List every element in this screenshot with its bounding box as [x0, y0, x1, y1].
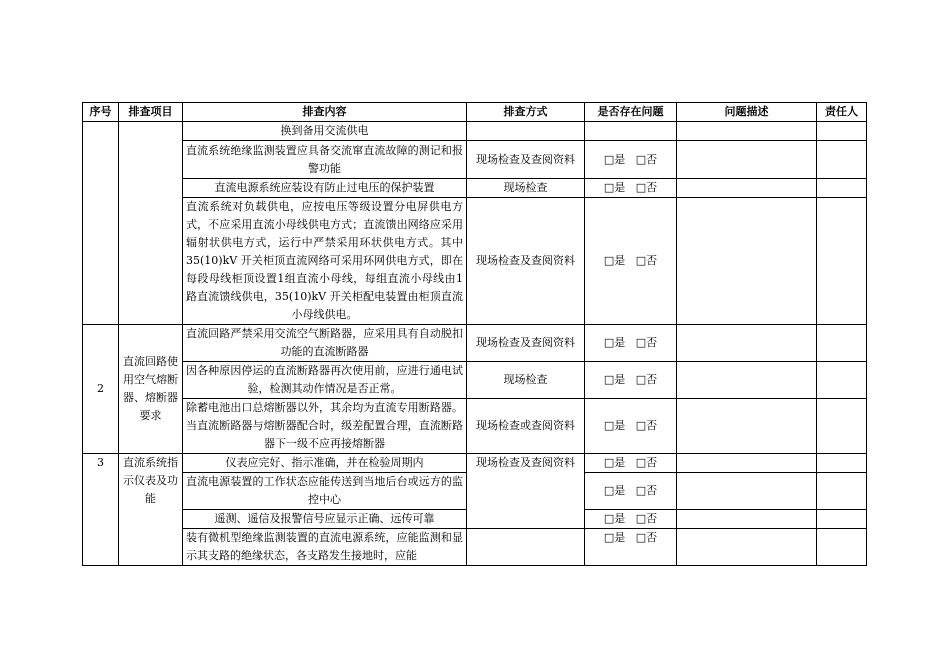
row-description[interactable]: [677, 510, 817, 529]
row-issue: [585, 399, 677, 454]
table-row: [83, 529, 867, 566]
table-row: [83, 141, 867, 179]
yes-checkbox[interactable]: □是: [603, 181, 626, 194]
yes-checkbox[interactable]: □是: [603, 531, 626, 544]
row-content: 装有微机型绝缘监测装置的直流电源系统，应能监测和显示其支路的绝缘状态，各支路发生接地时，应能: [183, 529, 467, 566]
no-checkbox[interactable]: □否: [635, 373, 658, 386]
yes-checkbox[interactable]: □是: [603, 336, 626, 349]
row-description[interactable]: [677, 325, 817, 362]
no-checkbox[interactable]: □否: [635, 152, 658, 166]
row-method: 现场检查: [467, 362, 585, 399]
row-description[interactable]: [677, 529, 817, 566]
row-issue: [585, 362, 677, 399]
yes-checkbox[interactable]: □是: [603, 456, 626, 469]
header-owner: 责任人: [817, 103, 867, 122]
row-content: 除蓄电池出口总熔断器以外，其余均为直流专用断路器。当直流断路器与熔断器配合时，级差配置合理，直流断路器下一级不应再接熔断器: [183, 399, 467, 454]
row-description[interactable]: [677, 399, 817, 454]
row-content: 遥测、遥信及报警信号应显示正确、远传可靠: [183, 510, 467, 529]
row-owner[interactable]: [817, 198, 867, 325]
row-description[interactable]: [677, 362, 817, 399]
header-item: 排查项目: [119, 103, 183, 122]
yes-checkbox[interactable]: □是: [603, 512, 626, 525]
row-owner[interactable]: [817, 179, 867, 198]
row-owner[interactable]: [817, 362, 867, 399]
row-content: 仪表应完好、指示准确，并在检验周期内: [183, 454, 467, 473]
group-item: 直流回路使用空气熔断器、熔断器要求: [119, 325, 183, 454]
row-method: 现场检查及查阅资料: [467, 454, 585, 529]
row-content: 直流回路严禁采用交流空气断路器，应采用具有自动脱扣功能的直流断路器: [183, 325, 467, 362]
yes-checkbox[interactable]: □是: [603, 484, 626, 497]
no-checkbox[interactable]: □否: [635, 484, 658, 497]
row-method: 现场检查及查阅资料: [467, 325, 585, 362]
row-issue: [585, 473, 677, 510]
row-owner[interactable]: [817, 325, 867, 362]
row-method: [467, 122, 585, 141]
row-owner[interactable]: [817, 473, 867, 510]
no-checkbox[interactable]: □否: [635, 512, 658, 525]
group-no: 3: [83, 454, 119, 566]
group-no: 2: [83, 325, 119, 454]
row-content: 直流电源装置的工作状态应能传送到当地后台或远方的监控中心: [183, 473, 467, 510]
row-owner[interactable]: [817, 141, 867, 179]
row-issue: [585, 141, 677, 179]
row-issue: [585, 198, 677, 325]
yes-checkbox[interactable]: □是: [603, 419, 626, 432]
no-checkbox[interactable]: □否: [635, 336, 658, 349]
row-method: [467, 529, 585, 566]
table-row: [83, 325, 867, 362]
inspection-table: [82, 102, 867, 566]
row-method: 现场检查或查阅资料: [467, 399, 585, 454]
no-checkbox[interactable]: □否: [635, 531, 658, 544]
no-checkbox[interactable]: □否: [635, 254, 658, 267]
table-row: [83, 454, 867, 473]
row-issue: [585, 179, 677, 198]
header-method: 排查方式: [467, 103, 585, 122]
header-issue: 是否存在问题: [585, 103, 677, 122]
table-row: [83, 198, 867, 325]
header-row: [83, 103, 867, 122]
no-checkbox[interactable]: □否: [635, 181, 658, 194]
row-method: 现场检查及查阅资料: [467, 198, 585, 325]
yes-checkbox[interactable]: □是: [603, 254, 626, 267]
row-content: 直流系统绝缘监测装置应具备交流窜直流故障的测记和报警功能: [183, 141, 467, 179]
group-1-item-cell: [119, 122, 183, 325]
header-description: 问题描述: [677, 103, 817, 122]
row-issue: [585, 325, 677, 362]
row-owner[interactable]: [817, 454, 867, 473]
table-row: [83, 179, 867, 198]
row-issue: [585, 454, 677, 473]
row-issue: [585, 510, 677, 529]
row-method: 现场检查及查阅资料: [467, 141, 585, 179]
row-content: 直流系统对负载供电，应按电压等级设置分电屏供电方式，不应采用直流小母线供电方式；直流馈出网络应采用辐射状供电方式，运行中严禁采用环状供电方式。其中35(10)kV 开关柜顶直流网络可采用环网供电方式，即在每段母线柜顶设置1组直流小母线，每组直流小母线由1路直流馈线供电，35(10)kV 开关柜配电装置由柜顶直流小母线供电。: [183, 198, 467, 325]
group-1-no-cell: [83, 122, 119, 325]
row-issue: [585, 529, 677, 566]
row-owner[interactable]: [817, 122, 867, 141]
row-description[interactable]: [677, 198, 817, 325]
row-method: 现场检查: [467, 179, 585, 198]
group-item: 直流系统指示仪表及功能: [119, 454, 183, 566]
row-description[interactable]: [677, 179, 817, 198]
row-owner[interactable]: [817, 529, 867, 566]
row-description[interactable]: [677, 454, 817, 473]
yes-checkbox[interactable]: □是: [603, 373, 626, 386]
row-description[interactable]: [677, 122, 817, 141]
row-owner[interactable]: [817, 510, 867, 529]
yes-checkbox[interactable]: □是: [603, 152, 626, 166]
row-issue: [585, 122, 677, 141]
row-description[interactable]: [677, 141, 817, 179]
row-owner[interactable]: [817, 399, 867, 454]
header-content: 排查内容: [183, 103, 467, 122]
no-checkbox[interactable]: □否: [635, 456, 658, 469]
no-checkbox[interactable]: □否: [635, 419, 658, 432]
row-content: 直流电源系统应装设有防止过电压的保护装置: [183, 179, 467, 198]
table-row: [83, 399, 867, 454]
table-row: [83, 362, 867, 399]
row-content: 因各种原因停运的直流断路器再次使用前，应进行通电试验，检测其动作情况是否正常。: [183, 362, 467, 399]
row-description[interactable]: [677, 473, 817, 510]
row-content: 换到备用交流供电: [183, 122, 467, 141]
header-no: 序号: [83, 103, 119, 122]
table-row: [83, 122, 867, 141]
